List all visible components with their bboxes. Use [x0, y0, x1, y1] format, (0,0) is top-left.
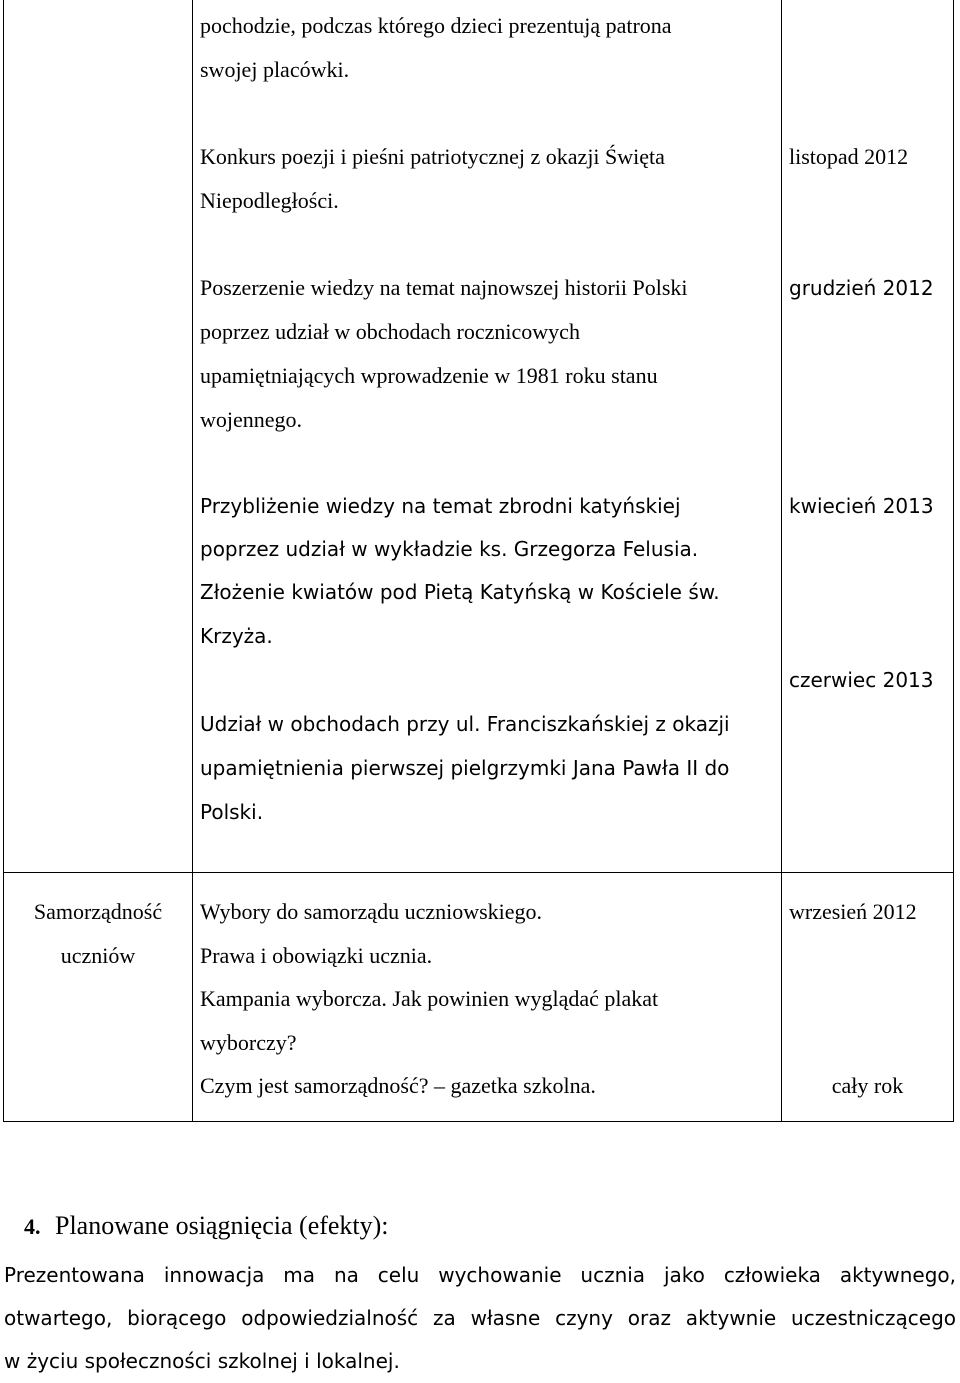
- activity-text: Złożenie kwiatów pod Pietą Katyńską w Kościele św.: [200, 580, 720, 604]
- activity-text: Czym jest samorządność? – gazetka szkolna.: [200, 1073, 596, 1098]
- table-border-col1: [192, 0, 193, 1122]
- section-heading: [24, 1206, 389, 1247]
- activity-text: wyborczy?: [200, 1030, 297, 1055]
- table-row-divider: [3, 872, 954, 873]
- activity-text: Kampania wyborcza. Jak powinien wyglądać plakat: [200, 986, 659, 1011]
- paragraph-line: Prezentowana innowacja ma na celu wychowanie ucznia jako człowieka aktywnego,: [4, 1263, 956, 1287]
- date-text: cały rok: [831, 1073, 904, 1098]
- activity-text: wojennego.: [200, 407, 303, 432]
- table-bottom-border: [3, 1121, 954, 1122]
- section-number: 4.: [24, 1214, 41, 1239]
- area-label: uczniów: [60, 943, 136, 968]
- date-text: kwiecień 2013: [789, 494, 934, 518]
- activity-text: poprzez udział w wykładzie ks. Grzegorza Felusia.: [200, 537, 699, 561]
- paragraph-line: w życiu społeczności szkolnej i lokalnej.: [4, 1349, 400, 1373]
- date-text: listopad 2012: [789, 144, 909, 169]
- activity-text: Poszerzenie wiedzy na temat najnowszej historii Polski: [200, 275, 688, 300]
- activity-text: Przybliżenie wiedzy na temat zbrodni katyńskiej: [200, 494, 681, 518]
- activity-text: Konkurs poezji i pieśni patriotycznej z okazji Święta: [200, 144, 665, 169]
- table-border-left-upper: [3, 0, 4, 872]
- date-text: wrzesień 2012: [789, 899, 917, 924]
- section-title: Planowane osiągnięcia (efekty):: [55, 1211, 389, 1240]
- activity-text: poprzez udział w obchodach rocznicowych: [200, 319, 580, 344]
- activity-text: upamiętnienia pierwszej pielgrzymki Jana Pawła II do: [200, 756, 730, 780]
- activity-text: swojej placówki.: [200, 57, 350, 82]
- paragraph-line: otwartego, biorącego odpowiedzialność za własne czyny oraz aktywnie uczestniczącego: [4, 1306, 956, 1330]
- date-text: czerwiec 2013: [789, 668, 934, 692]
- area-label: Samorządność: [33, 899, 163, 924]
- activity-text: Niepodległości.: [200, 188, 339, 213]
- table-border-col2: [781, 0, 782, 1122]
- activity-text: Wybory do samorządu uczniowskiego.: [200, 899, 543, 924]
- activity-text: Krzyża.: [200, 624, 273, 648]
- date-text: grudzień 2012: [789, 276, 934, 300]
- activity-text: Polski.: [200, 800, 264, 824]
- table-border-right: [953, 0, 954, 1122]
- activity-text: Udział w obchodach przy ul. Franciszkańskiej z okazji: [200, 712, 730, 736]
- activity-text: Prawa i obowiązki ucznia.: [200, 943, 433, 968]
- activity-text: upamiętniających wprowadzenie w 1981 roku stanu: [200, 363, 658, 388]
- activity-text: pochodzie, podczas którego dzieci prezentują patrona: [200, 13, 672, 38]
